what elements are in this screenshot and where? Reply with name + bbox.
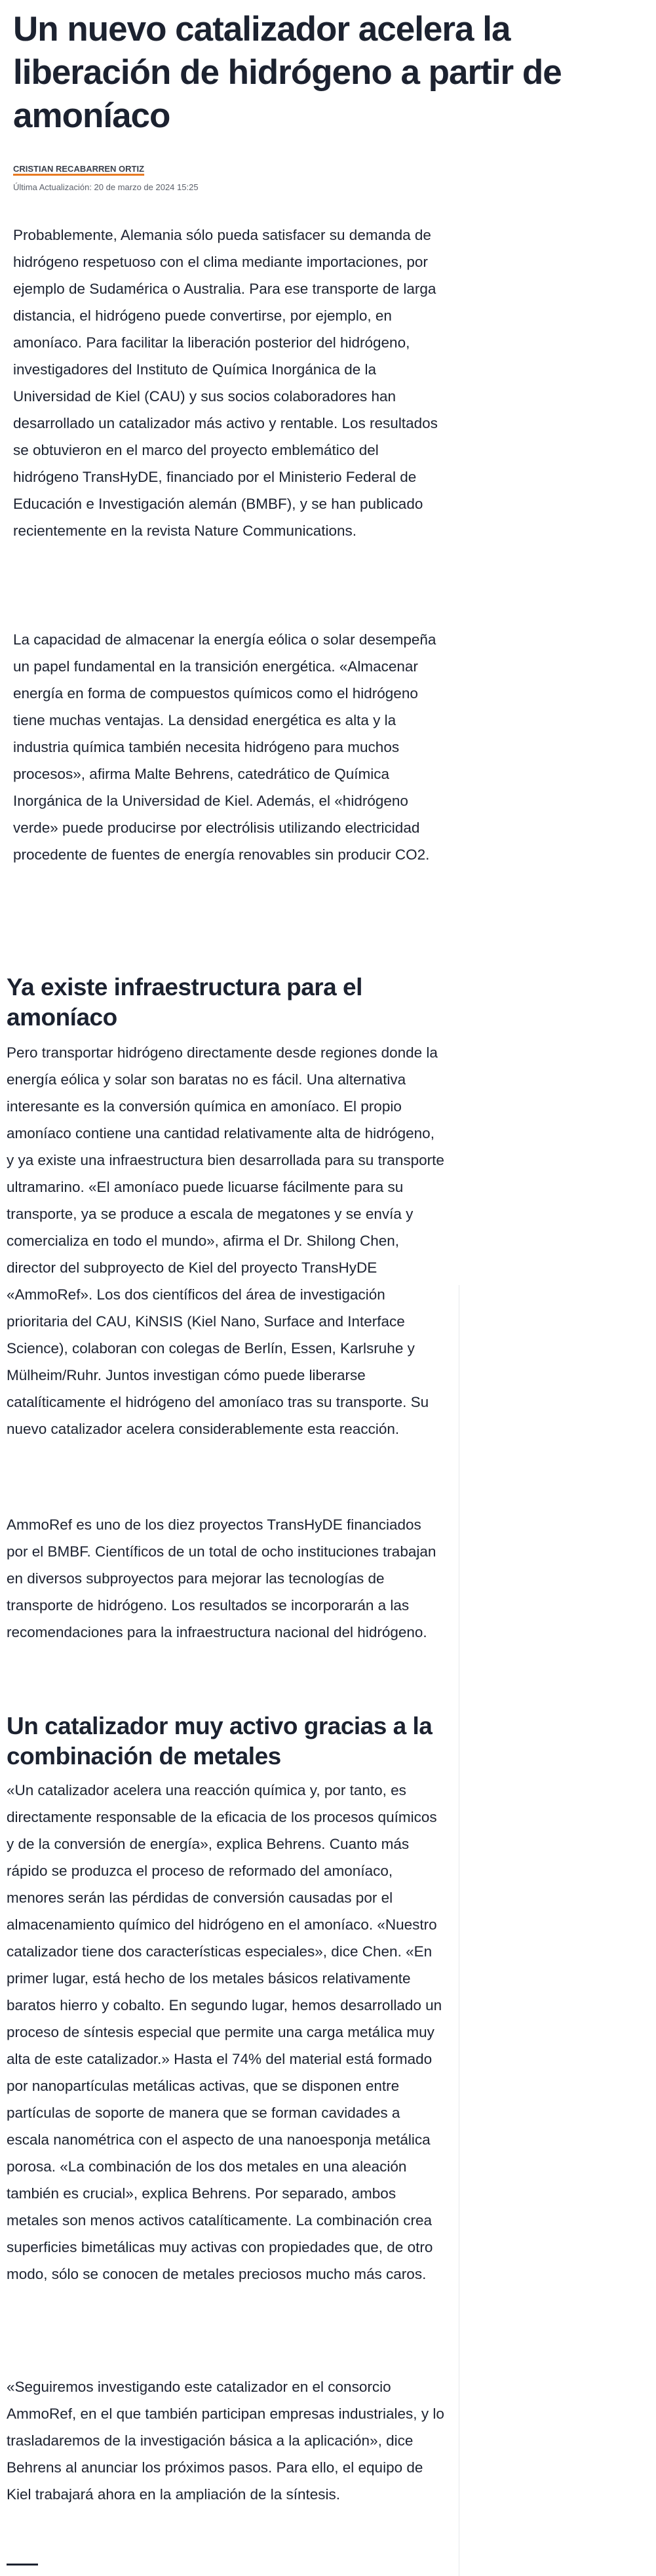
section1-paragraph-2: AmmoRef es uno de los diez proyectos TransHyDE financiados por el BMBF. Científicos de un total de ocho instituciones trabajan en diversos subproyectos para mejorar las tecnologías de transporte de hidrógeno. Los resultados se incorporarán a las recomendaciones para la infraestructura nacional del hidrógeno. (7, 1516, 436, 1640)
section-heading-infraestructura: Ya existe infraestructura para el amoníaco (7, 974, 362, 1031)
intro-paragraph-1: Probablemente, Alemania sólo pueda satisfacer su demanda de hidrógeno respetuoso con el clima mediante importaciones, por ejemplo de Sudamérica o Australia. Para ese transporte de larga distancia, el hidrógeno puede convertirse, por ejemplo, en amoníaco. Para facilitar la liberación posterior del hidrógeno, investigadores del Instituto de Química Inorgánica de la Universidad de Kiel (CAU) y sus socios colaboradores han desarrollado un catalizador más activo y rentable. Los resultados se obtuvieron en el marco del proyecto emblemático del hidrógeno TransHyDE, financiado por el Ministerio Federal de Educación e Investigación alemán (BMBF), y se han publicado recientemente en la revista Nature Communications. (13, 227, 438, 539)
section1-paragraph-1: Pero transportar hidrógeno directamente desde regiones donde la energía eólica y solar son baratas no es fácil. Una alternativa interesante es la conversión química en amoníaco. El propio amoníaco contiene una cantidad relativamente alta de hidrógeno, y ya existe una infraestructura bien desarrollada para su transporte ultramarino. «El amoníaco puede licuarse fácilmente para su transporte, ya se produce a escala de megatones y se envía y comercializa en todo el mundo», afirma el Dr. Shilong Chen, director del subproyecto de Kiel del proyecto TransHyDE «AmmoRef». Los dos científicos del área de investigación prioritaria del CAU, KiNSIS (Kiel Nano, Surface and Interface Science), colaboran con colegas de Berlín, Essen, Karlsruhe y Mülheim/Ruhr. Juntos investigan cómo puede liberarse catalíticamente el hidrógeno del amoníaco tras su transporte. Su nuevo catalizador acelera considerablemente esta reacción. (7, 1044, 444, 1437)
article-end-rule (7, 2564, 38, 2566)
section2-paragraph-1: «Un catalizador acelera una reacción química y, por tanto, es directamente responsable de la eficacia de los procesos químicos y de la conversión de energía», explica Behrens. Cuanto más rápido se produzca el proceso de reformado del amoníaco, menores serán las pérdidas de conversión causadas por el almacenamiento químico del hidrógeno en el amoníaco. «Nuestro catalizador tiene dos características especiales», dice Chen. «En primer lugar, está hecho de los metales básicos relativamente baratos hierro y cobalto. En segundo lugar, hemos desarrollado un proceso de síntesis especial que permite una carga metálica muy alta de este catalizador.» Hasta el 74% del material está formado por nanopartículas metálicas activas, que se disponen entre partículas de soporte de manera que se forman cavidades a escala nanométrica con el aspecto de una nanoesponja metálica porosa. «La combinación de los dos metales en una aleación también es crucial», explica Behrens. Por separado, ambos metales son menos activos catalíticamente. La combinación crea superficies bimetálicas muy activas con propiedades que, de otro modo, sólo se conocen de metales preciosos mucho más caros. (7, 1782, 442, 2282)
section-heading-catalizador: Un catalizador muy activo gracias a la combinación de metales (7, 1713, 433, 1770)
intro-paragraph-2: La capacidad de almacenar la energía eólica o solar desempeña un papel fundamental en la transición energética. «Almacenar energía en forma de compuestos químicos como el hidrógeno tiene muchas ventajas. La densidad energética es alta y la industria química también necesita hidrógeno para muchos procesos», afirma Malte Behrens, catedrático de Química Inorgánica de la Universidad de Kiel. Además, el «hidrógeno verde» puede producirse por electrólisis utilizando electricidad procedente de fuentes de energía renovables sin producir CO2. (13, 631, 436, 863)
section2-paragraph-2: «Seguiremos investigando este catalizador en el consorcio AmmoRef, en el que también participan empresas industriales, y lo trasladaremos de la investigación básica a la aplicación», dice Behrens al anunciar los próximos pasos. Para ello, el equipo de Kiel trabajará ahora en la ampliación de la síntesis. (7, 2379, 444, 2503)
author-link[interactable]: CRISTIAN RECABARREN ORTIZ (13, 164, 145, 174)
updated-timestamp: Última Actualización: 20 de marzo de 2024 15:25 (13, 182, 199, 192)
article-title: Un nuevo catalizador acelera la liberación de hidrógeno a partir de amoníaco (13, 10, 562, 135)
